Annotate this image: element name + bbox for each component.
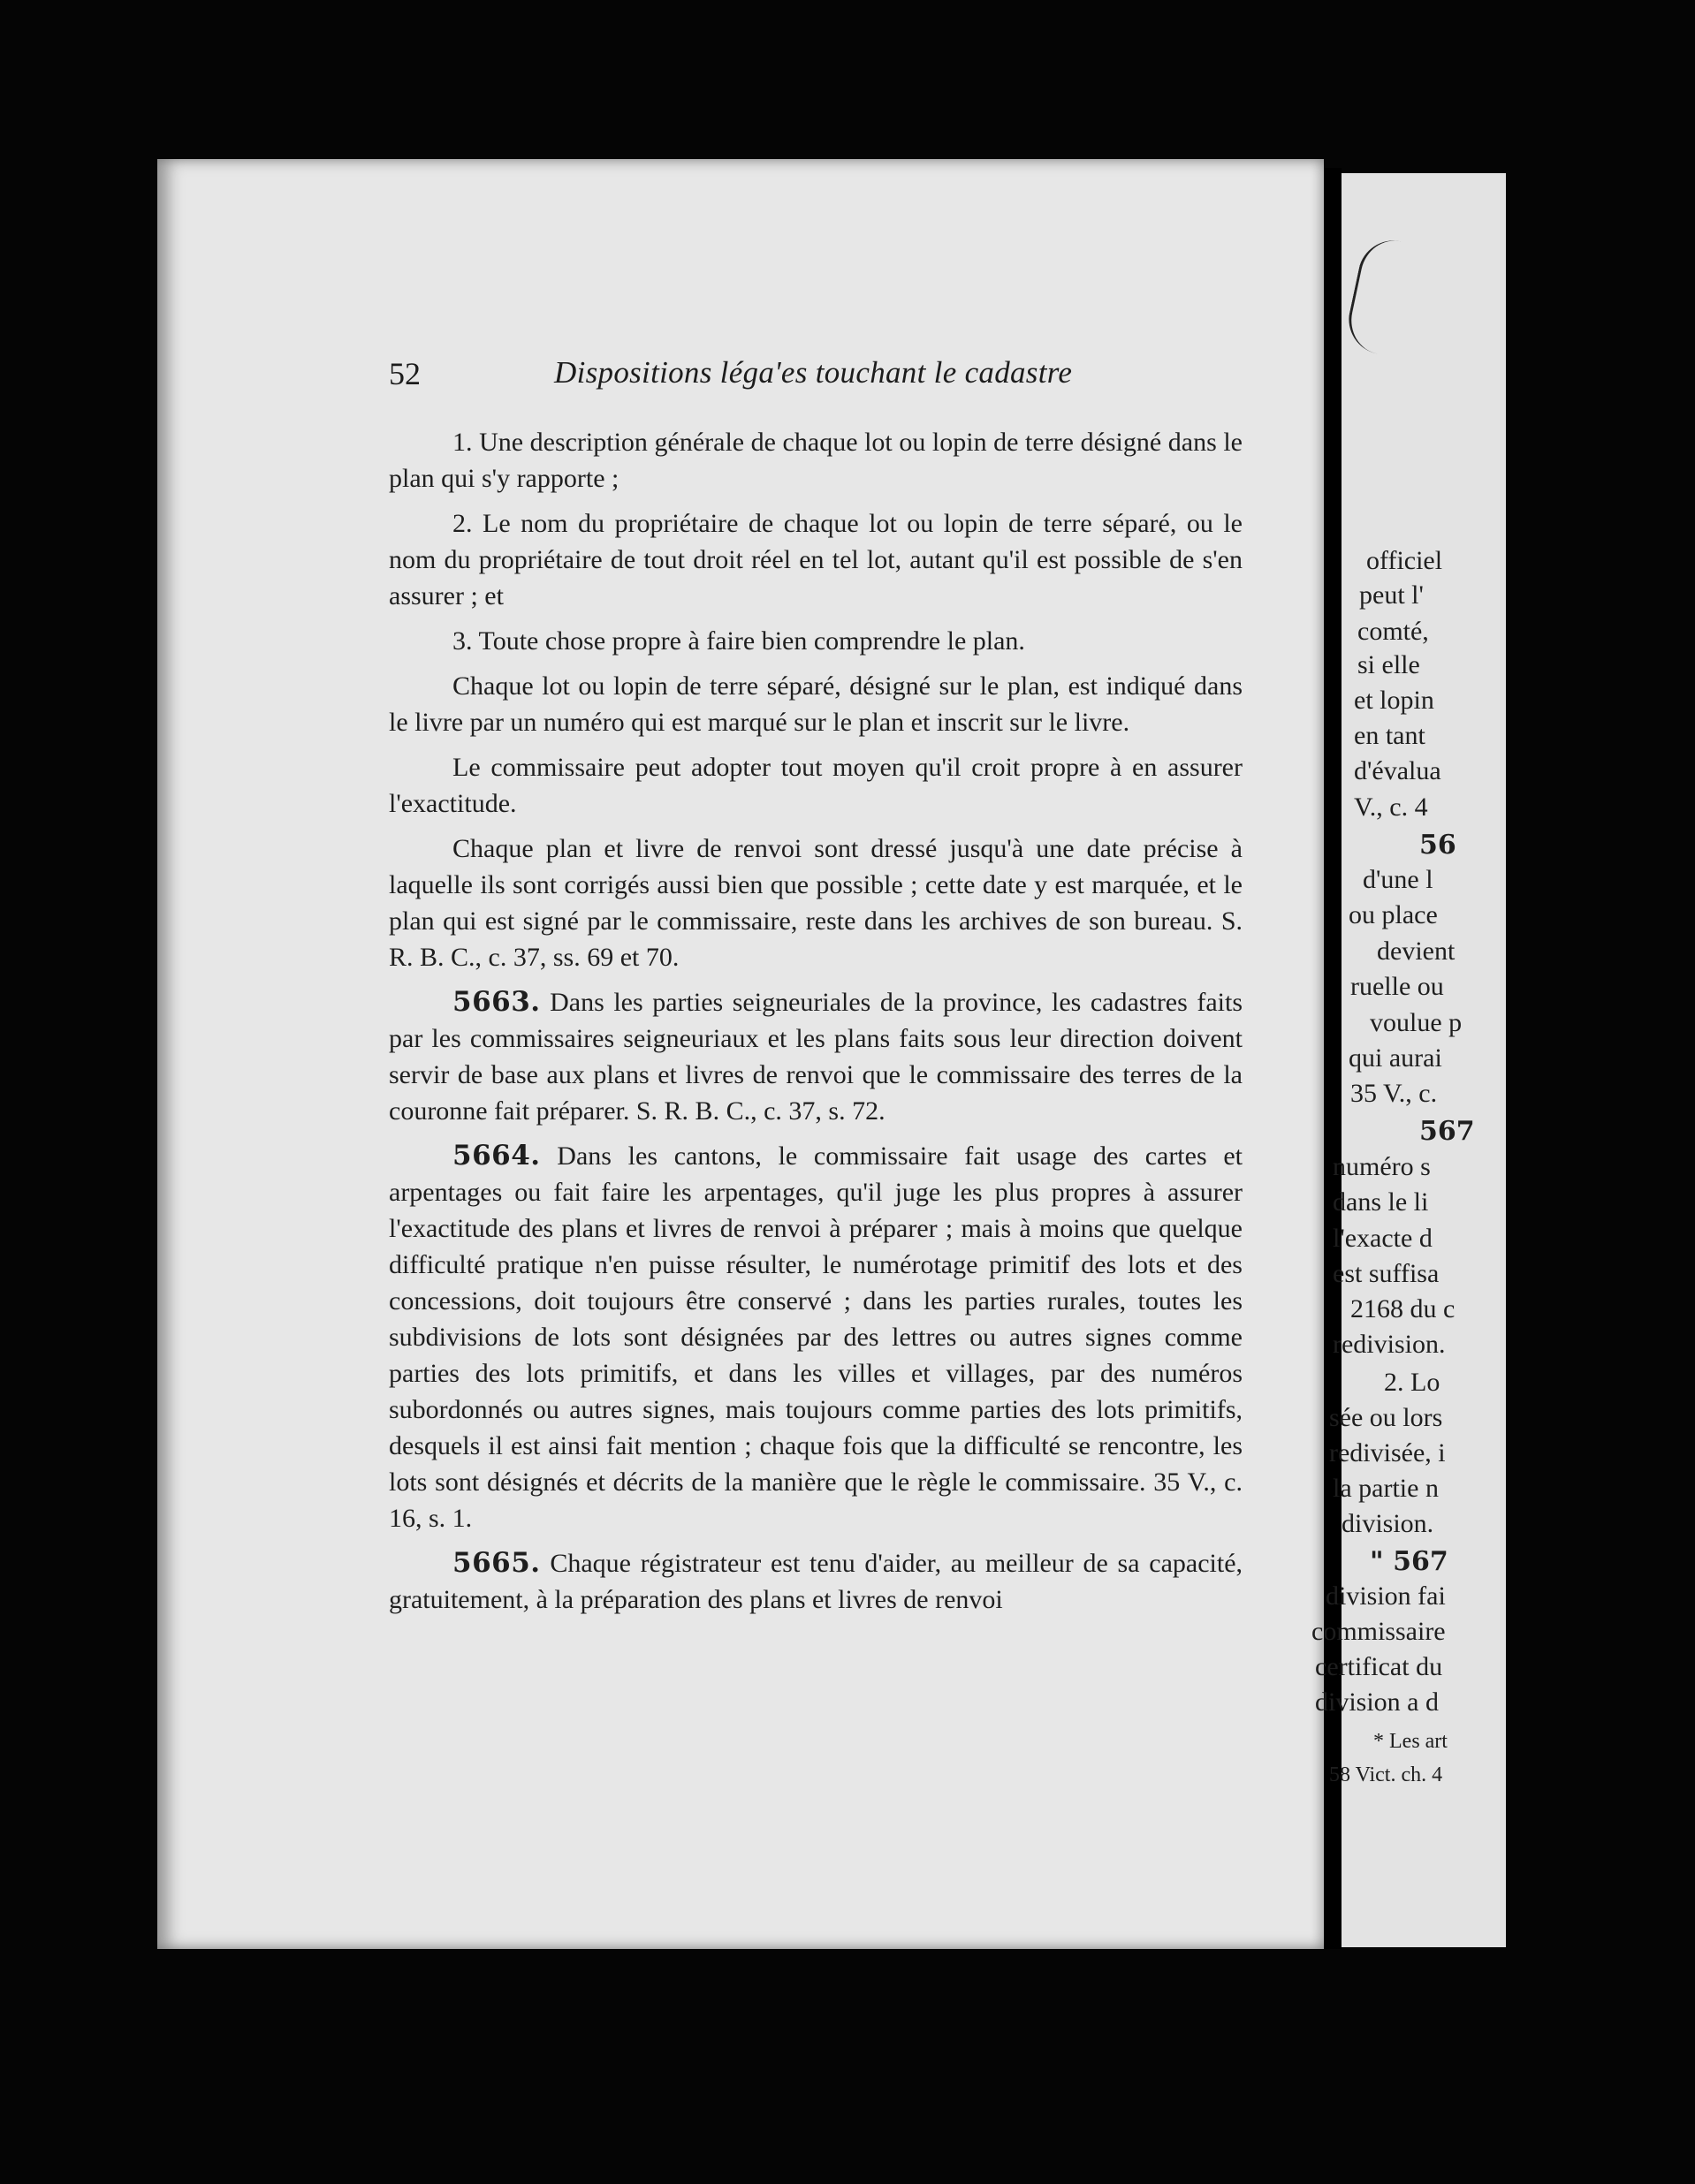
page-number: 52 [389,356,421,391]
right-page-line: 56 [1419,830,1456,861]
right-page-line: 2. Lo [1384,1368,1440,1397]
paragraph-text: Chaque régistrateur est tenu d'aider, au meilleur de sa capacité, gratuitement, à la préparation des plans et livres de renvoi [389,1549,1243,1614]
paragraph [389,424,1243,497]
margin-bracket-mark [1342,234,1403,354]
paragraph-text: 2. Le nom du propriétaire de chaque lot ou lopin de terre séparé, ou le nom du propriétaire de tout droit réel en tel lot, autant qu'il est possible de s'en assurer ; et [389,509,1243,610]
right-page-line: 58 Vict. ch. 4 [1329,1763,1443,1786]
paragraph-text: 3. Toute chose propre à faire bien comprendre le plan. [452,626,1025,656]
paragraph-text: 1. Une description générale de chaque lot ou lopin de terre désigné dans le plan qui s'y rapporte ; [389,428,1243,493]
right-page-line: et lopin [1354,686,1434,715]
right-page-line: devient [1377,937,1456,966]
right-page-line: division. [1342,1509,1434,1538]
paragraph [389,984,1243,1129]
paragraph [389,623,1243,659]
right-page-line: si elle [1357,650,1420,679]
article-number: 5663. [452,986,541,1018]
right-page-line: 35 V., c. [1350,1079,1438,1108]
right-page-line: " 567 [1370,1546,1448,1577]
right-page-line: commissaire [1311,1617,1446,1646]
right-page-line: * Les art [1373,1730,1448,1753]
right-page-line: redivisée, i [1329,1438,1446,1467]
right-page-line: ruelle ou [1350,972,1444,1001]
running-title: Dispositions léga'es touchant le cadastre [554,355,1073,390]
right-page-line: dans le li [1333,1187,1429,1217]
paragraph-text: Le commissaire peut adopter tout moyen qu'il croit propre à en assurer l'exactitude. [389,753,1243,818]
right-page-line: 567 [1419,1116,1475,1147]
paragraph-text: Chaque lot ou lopin de terre séparé, désigné sur le plan, est indiqué dans le livre par un numéro qui est marqué sur le plan et inscrit sur le livre. [389,671,1243,737]
right-page-line: V., c. 4 [1354,792,1428,822]
right-page-line: en tant [1354,721,1425,750]
right-page-line: la partie n [1333,1474,1439,1503]
paragraph [389,749,1243,822]
paragraph-text: Chaque plan et livre de renvoi sont dressé jusqu'à une date précise à laquelle ils sont corrigés aussi bien que possible ; cette date y est marquée, et le plan qui est signé par le commissaire, reste dans les archives de son bureau. S. R. B. C., c. 37, ss. 69 et 70. [389,834,1243,972]
article-number: 5665. [452,1547,541,1579]
right-page-line: est suffisa [1333,1259,1440,1288]
right-page-line: redivision. [1333,1330,1446,1359]
paragraph [389,668,1243,740]
right-page-line: comté, [1357,617,1429,646]
paragraph [389,505,1243,614]
right-page-line: numéro s [1333,1152,1431,1181]
paragraph [389,830,1243,975]
right-page-line: division fai [1326,1581,1446,1611]
paragraph-text: Dans les parties seigneuriales de la province, les cadastres faits par les commissaires seigneuriaux et les plans faits sous leur direction doivent servir de base aux plans et livres de renvoi que le commissaire des terres de la couronne fait préparer. S. R. B. C., c. 37, s. 72. [389,988,1243,1126]
right-page [1311,173,1506,1947]
right-page-line: qui aurai [1349,1043,1442,1073]
right-page-line: voulue p [1370,1008,1463,1037]
right-page-line: d'une l [1363,865,1433,894]
right-page-line: officiel [1366,546,1443,575]
body-text [389,424,1243,1627]
right-page-line: 2168 du c [1350,1294,1456,1323]
right-page-line: division a d [1315,1687,1439,1717]
article-number: 5664. [452,1140,541,1172]
paragraph [389,1138,1243,1536]
right-page-line: d'évalua [1354,756,1441,785]
paragraph-text: Dans les cantons, le commissaire fait usage des cartes et arpentages ou fait faire les arpentages, qu'il juge les plus propres à assurer l'exactitude des plans et livres de renvoi à préparer ; mais à moins que quelque difficulté pratique n'en puisse résulter, le numérotage primitif des lots et des concessions, doit toujours être conservé ; dans les parties rurales, toutes les subdivisions de lots sont désignées par des lettres ou autres signes comme parties des lots primitifs, et dans les villes et villages, par des numéros subordonnés ou autres signes, mais toujours comme parties des lots primitifs, desquels il est ainsi fait mention ; chaque fois que la difficulté se rencontre, les lots sont désignés et décrits de la manière que le règle le commissaire. 35 V., c. 16, s. 1. [389,1141,1243,1533]
paragraph [389,1545,1243,1618]
right-page-line: peut l' [1359,580,1424,610]
page-header [389,355,1246,399]
right-page-line: sée ou lors [1329,1403,1443,1432]
right-page-line: ou place [1349,900,1438,929]
right-page-line: l'exacte d [1333,1224,1433,1253]
right-page-line: certificat du [1315,1652,1443,1681]
